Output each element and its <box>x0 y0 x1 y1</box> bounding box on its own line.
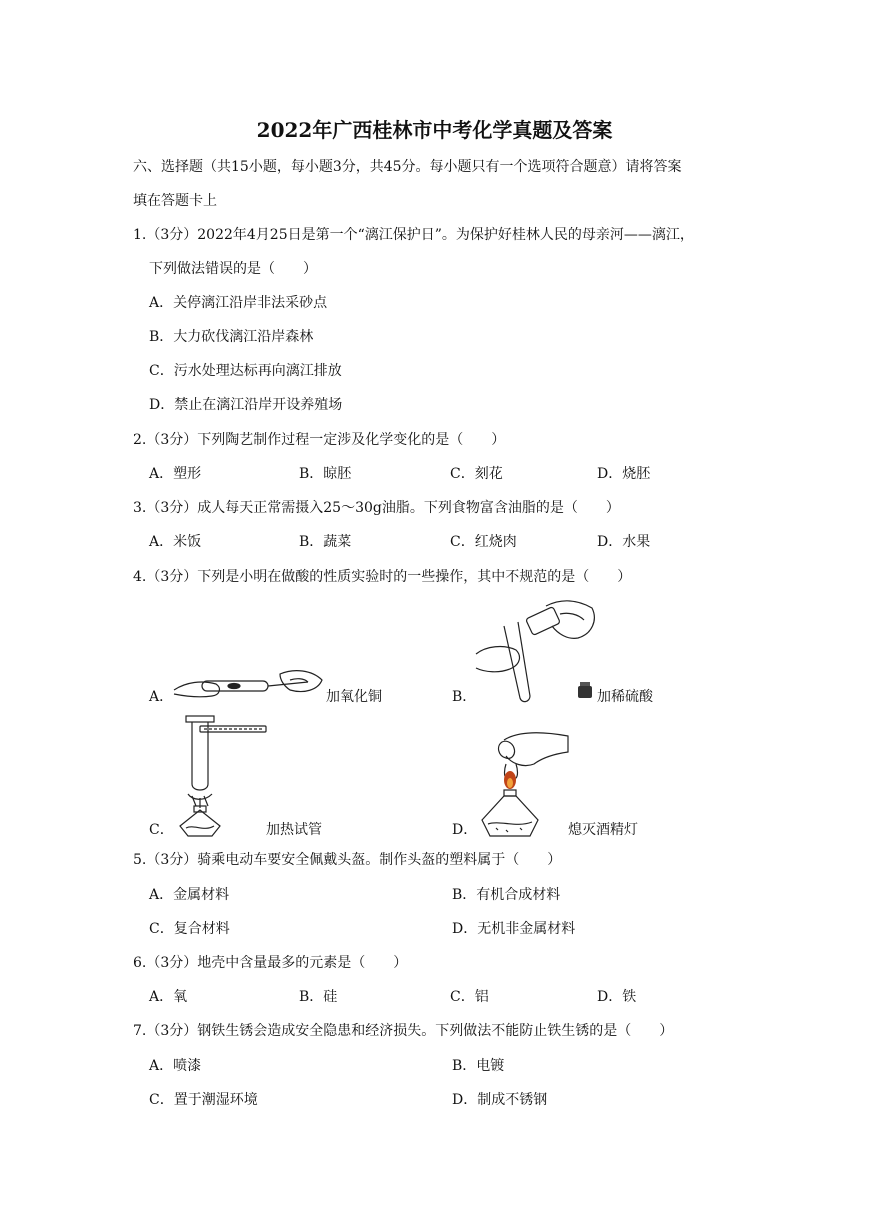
figure-add-copper-oxide <box>172 668 324 704</box>
question-2-option-a: A．塑形 <box>149 466 202 482</box>
question-6-option-b: B．硅 <box>299 989 338 1005</box>
question-7-stem: 7.（3分）钢铁生锈会造成安全隐患和经济损失。下列做法不能防止铁生锈的是（ ） <box>133 1023 674 1039</box>
question-7-option-a: A．喷漆 <box>149 1058 202 1074</box>
question-2-option-b: B．晾胚 <box>299 466 352 482</box>
question-7-option-c: C．置于潮湿环境 <box>149 1092 258 1108</box>
question-1-stem: 1.（3分）2022年4月25日是第一个“漓江保护日”。为保护好桂林人民的母亲河——漓江， <box>133 227 694 243</box>
question-5-option-a: A．金属材料 <box>149 887 230 903</box>
question-3-stem: 3.（3分）成人每天正常需摄入25～30g油脂。下列食物富含油脂的是（ ） <box>133 500 620 516</box>
question-1-option-d: D．禁止在漓江沿岸开设养殖场 <box>149 397 343 413</box>
question-1-stem-cont: 下列做法错误的是（ ） <box>149 261 317 277</box>
question-4-option-d-letter: D． <box>452 822 478 838</box>
question-4-option-b-caption: 加稀硫酸 <box>597 689 653 705</box>
question-4-option-d-caption: 熄灭酒精灯 <box>568 822 638 838</box>
question-3-option-d: D．水果 <box>597 534 651 550</box>
question-6-option-d: D．铁 <box>597 989 637 1005</box>
question-7-option-b: B．电镀 <box>452 1058 505 1074</box>
question-1-option-b: B．大力砍伐漓江沿岸森林 <box>149 329 314 345</box>
question-5-stem: 5.（3分）骑乘电动车要安全佩戴头盔。制作头盔的塑料属于（ ） <box>133 852 562 868</box>
question-6-stem: 6.（3分）地壳中含量最多的元素是（ ） <box>133 955 408 971</box>
section-heading-line2: 填在答题卡上 <box>133 193 217 209</box>
question-2-option-d: D．烧胚 <box>597 466 651 482</box>
question-5-option-c: C．复合材料 <box>149 921 230 937</box>
question-2-stem: 2.（3分）下列陶艺制作过程一定涉及化学变化的是（ ） <box>133 432 506 448</box>
question-1-option-a: A．关停漓江沿岸非法采砂点 <box>149 295 328 311</box>
question-4-option-c-letter: C． <box>149 822 174 838</box>
question-3-option-c: C．红烧肉 <box>450 534 517 550</box>
question-5-option-b: B．有机合成材料 <box>452 887 561 903</box>
question-4-option-a-letter: A． <box>149 689 174 705</box>
page-title: 2022年广西桂林市中考化学真题及答案 <box>256 118 613 142</box>
question-6-option-c: C．铝 <box>450 989 489 1005</box>
question-2-option-c: C．刻花 <box>450 466 503 482</box>
question-7-option-d: D．制成不锈钢 <box>452 1092 548 1108</box>
question-3-option-b: B．蔬菜 <box>299 534 352 550</box>
question-1-option-c: C．污水处理达标再向漓江排放 <box>149 363 342 379</box>
question-4-stem: 4.（3分）下列是小明在做酸的性质实验时的一些操作，其中不规范的是（ ） <box>133 569 632 585</box>
figure-extinguish-alcohol-lamp <box>476 728 572 840</box>
section-heading-line1: 六、选择题（共15小题，每小题3分，共45分。每小题只有一个选项符合题意）请将答案 <box>133 159 682 175</box>
question-3-option-a: A．米饭 <box>149 534 202 550</box>
question-4-option-a-caption: 加氧化铜 <box>326 689 382 705</box>
figure-add-dilute-sulfuric-acid <box>474 598 600 704</box>
question-4-option-c-caption: 加热试管 <box>266 822 322 838</box>
figure-heat-test-tube <box>174 714 274 838</box>
question-5-option-d: D．无机非金属材料 <box>452 921 576 937</box>
question-4-option-b-letter: B． <box>452 689 477 705</box>
question-6-option-a: A．氧 <box>149 989 188 1005</box>
